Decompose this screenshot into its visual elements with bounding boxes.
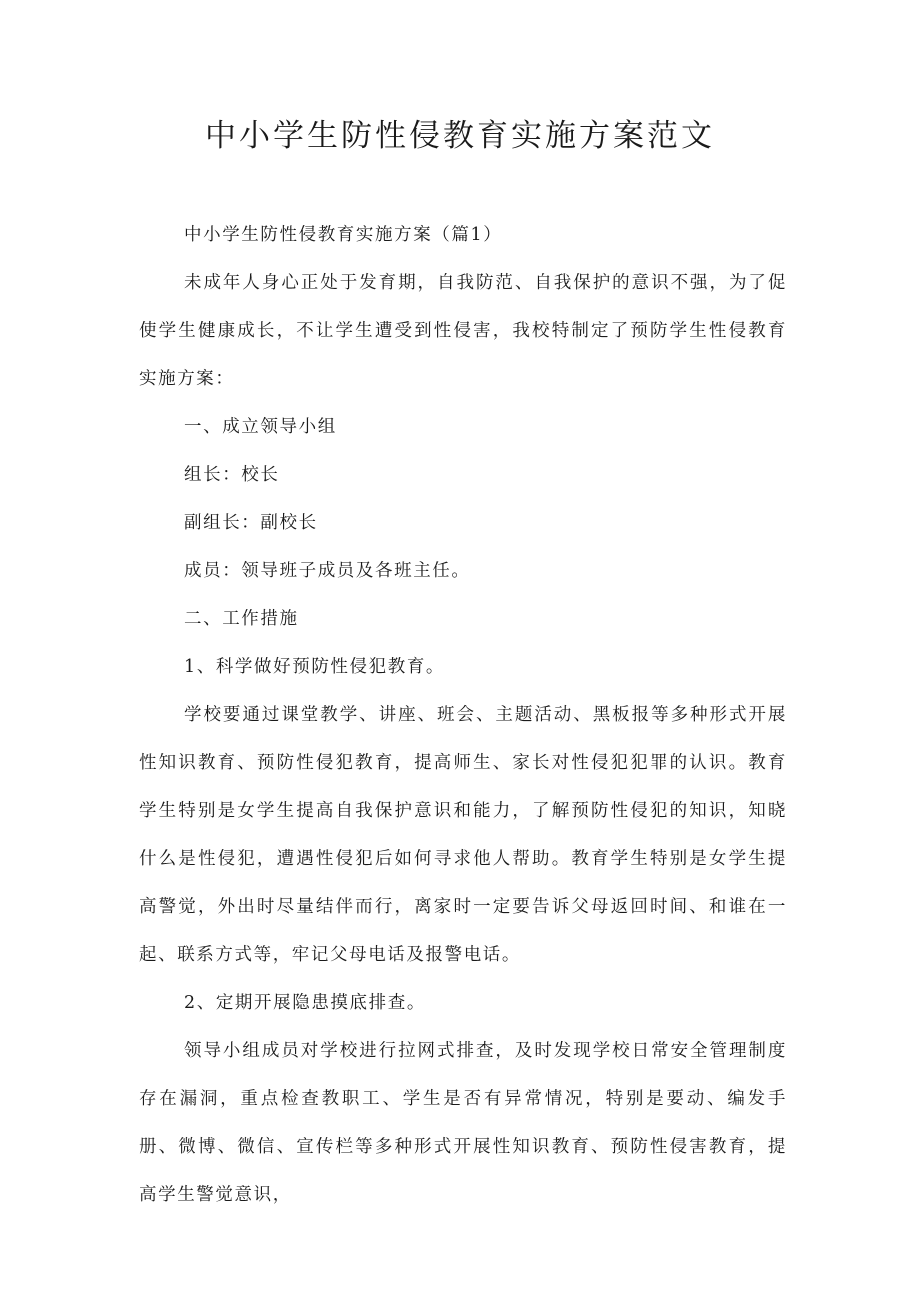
measure-2-heading: 2、定期开展隐患摸底排查。 [184,993,426,1013]
measure-1-paragraph: 学校要通过课堂教学、讲座、班会、主题活动、黑板报等多种形式开展性知识教育、预防性侵犯教育，提高师生、家长对性侵犯犯罪的认识。教育学生特别是女学生提高自我保护意识和能力，了解预防性侵犯的知识，知晓什么是性侵犯，遭遇性侵犯后如何寻求他人帮助。教育学生特别是女学生提高警觉，外出时尽量结伴而行，离家时一定要告诉父母返回时间、和谁在一起、联系方式等，牢记父母电话及报警电话。 [139,705,787,965]
document-title: 中小学生防性侵教育实施方案范文 [205,118,715,154]
heading-work-measures: 二、工作措施 [184,609,299,629]
deputy-leader-line: 副组长：副校长 [184,513,318,533]
members-line: 成员：领导班子成员及各班主任。 [184,561,471,581]
heading-leadership-group: 一、成立领导小组 [184,417,337,437]
measure-1-heading: 1、科学做好预防性侵犯教育。 [184,657,446,677]
measure-2-paragraph: 领导小组成员对学校进行拉网式排查，及时发现学校日常安全管理制度存在漏洞，重点检查教职工、学生是否有异常情况，特别是要动、编发手册、微博、微信、宣传栏等多种形式开展性知识教育、预防性侵害教育，提高学生警觉意识， [139,1041,787,1205]
intro-paragraph: 未成年人身心正处于发育期，自我防范、自我保护的意识不强，为了促使学生健康成长，不让学生遭受到性侵害，我校特制定了预防学生性侵教育实施方案： [139,273,787,389]
leader-line: 组长：校长 [184,465,280,485]
section-heading-part-1: 中小学生防性侵教育实施方案（篇1） [184,225,503,245]
document-body [139,211,787,1219]
